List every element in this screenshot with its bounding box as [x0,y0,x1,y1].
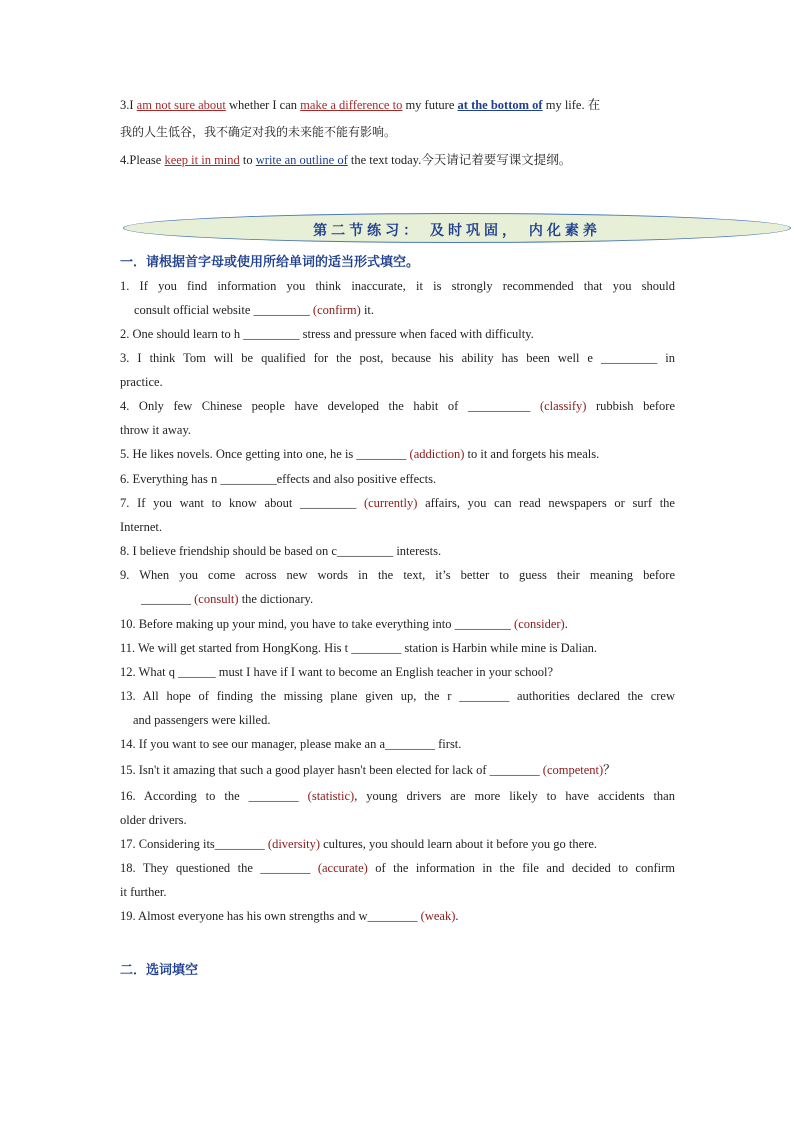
q18-end: of the information in the file and decided to confirm [367,861,675,875]
q16-end: , young drivers are more likely to have accidents than [354,789,675,803]
question-6: 6. Everything has n _________effects and also positive effects. [120,472,437,486]
q15-text: 15. Isn't it amazing that such a good player hasn't been elected for lack of ________ [120,763,543,777]
question-3-line-2: practice. [120,375,163,389]
banner-title: 第二节练习： 及时巩固， 内化素养 [313,223,601,239]
q10-text: 10. Before making up your mind, you have to take everything into _________ [120,617,515,631]
question-9-line-2 [141,591,696,607]
question-13-line-1: 13. All hope of finding the missing plane given up, the r ________ authorities declared the crew [120,689,675,703]
q9-end: the dictionary. [238,592,314,606]
sentence-3-text-2: my future [402,98,458,112]
q16-text: 16. According to the ________ [120,789,308,803]
question-4-line-2: throw it away. [120,423,192,437]
question-5 [120,446,675,462]
question-1-line-1: 1. If you find information you think inaccurate, it is strongly recommended that you should [120,279,675,293]
q7-end: affairs, you can read newspapers or surf the [417,496,675,510]
q4-end: rubbish before [586,399,676,413]
sentence-3-number: 3.I [120,98,137,112]
question-14: 14. If you want to see our manager, please make an a________ first. [120,737,462,751]
q5-end: to it and forgets his meals. [464,447,600,461]
q1-end: it. [360,303,375,317]
section-2-title: 二．选词填空 [120,963,199,978]
question-17 [120,836,675,852]
sentence-4-number: 4.Please [120,153,165,167]
sentence-4 [120,152,675,168]
question-10 [120,616,675,632]
phrase-keep-it-in-mind: keep it in mind [164,153,240,167]
question-13-line-2: and passengers were killed. [133,713,271,727]
q9-text: ________ [141,592,195,606]
question-3-line-1: 3. I think Tom will be qualified for the post, because his ability has been well e _________ in [120,351,675,365]
q15-end: ？ [603,763,616,777]
sentence-3-translation: 我的人生低谷，我不确定对我的未来能不能有影响。 [120,125,397,139]
phrase-make-a-difference-to: make a difference to [300,98,403,112]
q10-end: . [564,617,568,631]
question-12: 12. What q ______ must I have if I want to become an English teacher in your school? [120,665,553,679]
phrase-am-not-sure-about: am not sure about [136,98,226,112]
question-2: 2. One should learn to h _________ stress and pressure when faced with difficulty. [120,327,534,341]
q18-hint: (accurate) [317,861,368,875]
question-19 [120,908,675,924]
q7-hint: (currently) [363,496,418,510]
q1-text: consult official website _________ [134,303,313,317]
question-4-line-1 [120,398,675,414]
sentence-4-text-2: the text today.今天请记着要写课文提纲。 [347,153,572,167]
q1-hint: (confirm) [312,303,361,317]
sentence-4-text-1: to [239,153,256,167]
q17-text: 17. Considering its________ [120,837,268,851]
q5-hint: (addiction) [409,447,465,461]
q19-hint: (weak) [420,909,456,923]
q10-hint: (consider) [514,617,565,631]
question-8: 8. I believe friendship should be based on c_________ interests. [120,544,442,558]
q15-hint: (competent) [542,763,604,777]
question-18-line-1 [120,860,675,876]
q4-hint: (classify) [539,399,587,413]
sentence-3-text-3: my life. 在 [542,98,601,112]
q18-text: 18. They questioned the ________ [120,861,318,875]
question-1-line-2 [134,302,689,318]
question-7-line-1 [120,495,675,511]
phrase-at-the-bottom-of: at the bottom of [457,98,543,112]
sentence-3-text-1: whether I can [225,98,301,112]
q19-end: . [455,909,459,923]
question-18-line-2: it further. [120,885,167,899]
sentence-3 [120,97,675,113]
question-16-line-2: older drivers. [120,813,187,827]
question-15 [120,762,675,778]
question-7-line-2: Internet. [120,520,162,534]
section-1-title: 一．请根据首字母或使用所给单词的适当形式填空。 [120,255,420,270]
q5-text: 5. He likes novels. Once getting into one, he is ________ [120,447,410,461]
q16-hint: (statistic) [307,789,355,803]
q9-hint: (consult) [194,592,239,606]
question-16-line-1 [120,788,675,804]
section-banner [123,213,791,243]
question-9-line-1: 9. When you come across new words in the text, it’s better to guess their meaning before [120,568,675,582]
q19-text: 19. Almost everyone has his own strengths and w________ [120,909,421,923]
question-11: 11. We will get started from HongKong. His t ________ station is Harbin while mine is Dalian. [120,641,598,655]
q17-hint: (diversity) [267,837,320,851]
q7-text: 7. If you want to know about _________ [120,496,364,510]
phrase-write-an-outline-of: write an outline of [255,153,348,167]
q17-end: cultures, you should learn about it before you go there. [320,837,598,851]
q4-text: 4. Only few Chinese people have developed the habit of __________ [120,399,540,413]
